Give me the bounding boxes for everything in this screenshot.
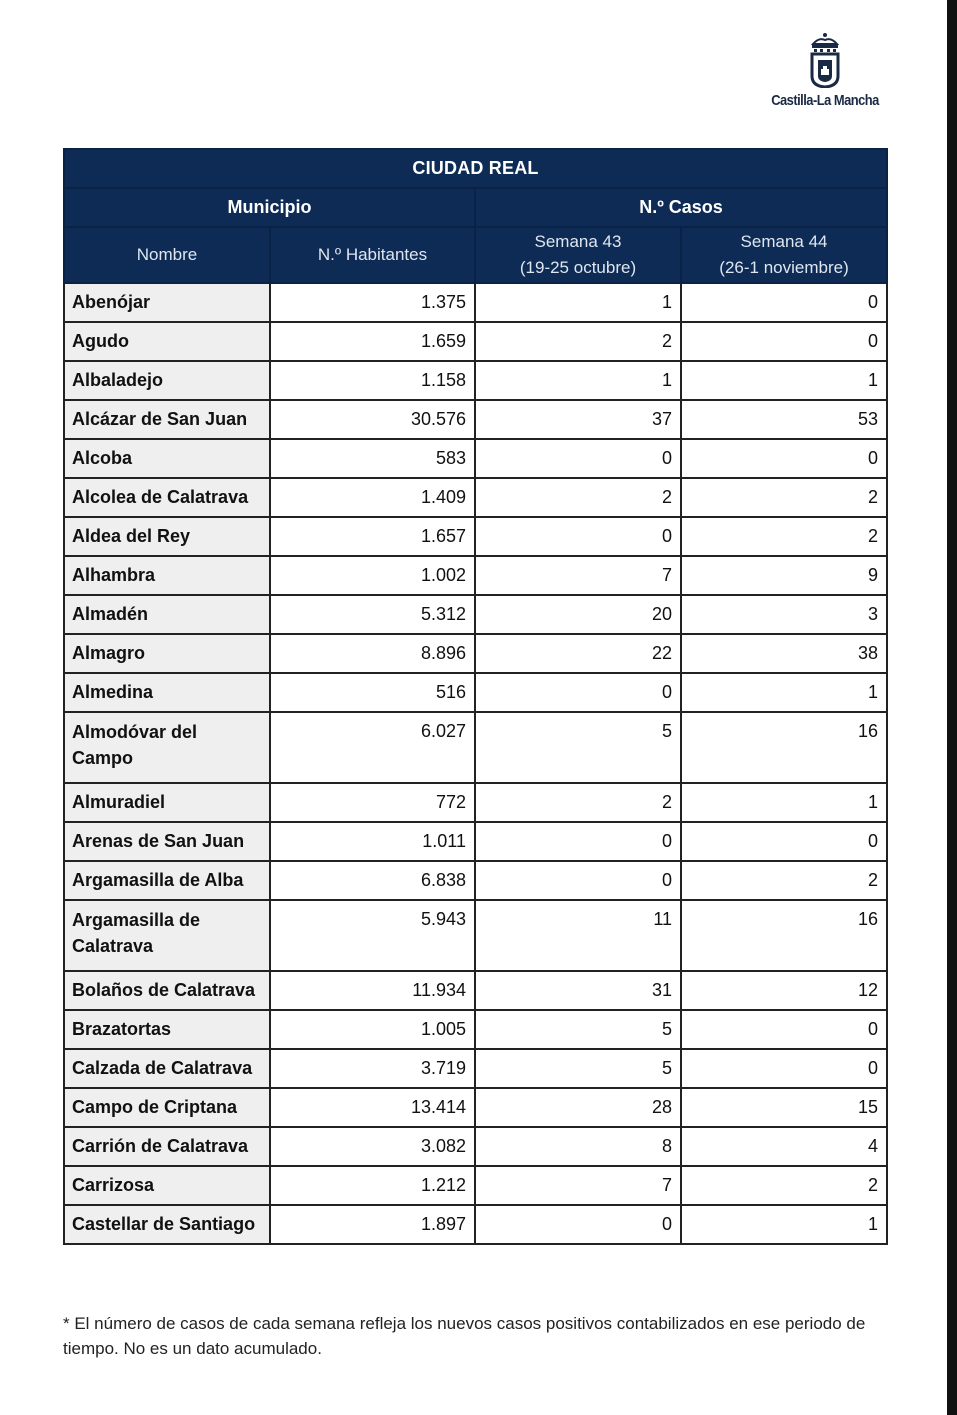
castle-shield-icon bbox=[808, 32, 842, 88]
cases-week43-cell: 5 bbox=[475, 712, 681, 783]
table-row bbox=[64, 400, 887, 439]
cases-week43-cell: 0 bbox=[475, 439, 681, 478]
municipality-name-cell: Argamasilla de Alba bbox=[64, 861, 270, 900]
cases-week44-cell: 2 bbox=[681, 517, 887, 556]
municipality-name-cell: Argamasilla de Calatrava bbox=[64, 900, 270, 971]
table-row bbox=[64, 478, 887, 517]
population-cell: 6.027 bbox=[270, 712, 475, 783]
population-cell: 1.011 bbox=[270, 822, 475, 861]
table-row bbox=[64, 822, 887, 861]
cases-week44-cell: 2 bbox=[681, 1166, 887, 1205]
cases-week44-cell: 0 bbox=[681, 1010, 887, 1049]
cases-week44-cell: 0 bbox=[681, 283, 887, 322]
table-row bbox=[64, 361, 887, 400]
habitantes-column-header: N.º Habitantes bbox=[270, 227, 475, 283]
cases-week43-cell: 1 bbox=[475, 361, 681, 400]
population-cell: 30.576 bbox=[270, 400, 475, 439]
table-row bbox=[64, 634, 887, 673]
population-cell: 772 bbox=[270, 783, 475, 822]
cases-week43-cell: 5 bbox=[475, 1010, 681, 1049]
table-row bbox=[64, 673, 887, 712]
population-cell: 3.082 bbox=[270, 1127, 475, 1166]
nombre-column-header: Nombre bbox=[64, 227, 270, 283]
cases-week44-cell: 53 bbox=[681, 400, 887, 439]
table-row bbox=[64, 861, 887, 900]
municipality-name-cell: Abenójar bbox=[64, 283, 270, 322]
region-header: CIUDAD REAL bbox=[64, 149, 887, 188]
table-row bbox=[64, 1127, 887, 1166]
cases-week43-cell: 0 bbox=[475, 861, 681, 900]
semana43-column-header bbox=[475, 227, 681, 283]
population-cell: 11.934 bbox=[270, 971, 475, 1010]
cases-week43-cell: 22 bbox=[475, 634, 681, 673]
population-cell: 1.897 bbox=[270, 1205, 475, 1244]
municipality-name-cell: Agudo bbox=[64, 322, 270, 361]
cases-week43-cell: 7 bbox=[475, 1166, 681, 1205]
municipality-name-cell: Almodóvar del Campo bbox=[64, 712, 270, 783]
population-cell: 516 bbox=[270, 673, 475, 712]
population-cell: 1.002 bbox=[270, 556, 475, 595]
cases-week43-cell: 11 bbox=[475, 900, 681, 971]
municipality-name-cell: Bolaños de Calatrava bbox=[64, 971, 270, 1010]
population-cell: 5.943 bbox=[270, 900, 475, 971]
municipality-name-cell: Calzada de Calatrava bbox=[64, 1049, 270, 1088]
municipality-name-cell: Brazatortas bbox=[64, 1010, 270, 1049]
page-edge bbox=[947, 0, 957, 1415]
cases-week44-cell: 0 bbox=[681, 822, 887, 861]
cases-week44-cell: 0 bbox=[681, 322, 887, 361]
table-row bbox=[64, 439, 887, 478]
table-row bbox=[64, 783, 887, 822]
cases-week44-cell: 1 bbox=[681, 783, 887, 822]
cases-week43-cell: 0 bbox=[475, 1205, 681, 1244]
cases-week44-cell: 2 bbox=[681, 478, 887, 517]
cases-week43-cell: 28 bbox=[475, 1088, 681, 1127]
table-row bbox=[64, 712, 887, 783]
municipality-name-cell: Carrizosa bbox=[64, 1166, 270, 1205]
table-row bbox=[64, 971, 887, 1010]
population-cell: 1.158 bbox=[270, 361, 475, 400]
municipality-name-cell: Campo de Criptana bbox=[64, 1088, 270, 1127]
cases-week44-cell: 3 bbox=[681, 595, 887, 634]
cases-week43-cell: 5 bbox=[475, 1049, 681, 1088]
cases-week43-cell: 2 bbox=[475, 478, 681, 517]
cases-week44-cell: 1 bbox=[681, 673, 887, 712]
table-row bbox=[64, 1166, 887, 1205]
semana44-column-header bbox=[681, 227, 887, 283]
cases-week44-cell: 1 bbox=[681, 1205, 887, 1244]
semana43-title: Semana 43 bbox=[534, 232, 622, 251]
municipality-name-cell: Carrión de Calatrava bbox=[64, 1127, 270, 1166]
population-cell: 1.005 bbox=[270, 1010, 475, 1049]
semana43-dates: (19-25 octubre) bbox=[519, 258, 637, 277]
municipality-name-cell: Almuradiel bbox=[64, 783, 270, 822]
semana44-dates: (26-1 noviembre) bbox=[719, 258, 849, 277]
municipality-name-cell: Aldea del Rey bbox=[64, 517, 270, 556]
cases-week43-cell: 2 bbox=[475, 783, 681, 822]
table-row bbox=[64, 283, 887, 322]
cases-week43-cell: 37 bbox=[475, 400, 681, 439]
table-row bbox=[64, 1010, 887, 1049]
footnote: * El número de casos de cada semana refleja los nuevos casos positivos contabilizados en ese periodo de tiempo. No es un dato acumulado. bbox=[63, 1314, 866, 1358]
cases-week43-cell: 2 bbox=[475, 322, 681, 361]
cases-week43-cell: 0 bbox=[475, 673, 681, 712]
municipality-name-cell: Almadén bbox=[64, 595, 270, 634]
brand-logo bbox=[752, 32, 898, 109]
municipality-name-cell: Albaladejo bbox=[64, 361, 270, 400]
cases-week44-cell: 2 bbox=[681, 861, 887, 900]
cases-week44-cell: 15 bbox=[681, 1088, 887, 1127]
cases-week44-cell: 9 bbox=[681, 556, 887, 595]
municipality-name-cell: Arenas de San Juan bbox=[64, 822, 270, 861]
municipality-name-cell: Alcázar de San Juan bbox=[64, 400, 270, 439]
cases-week43-cell: 8 bbox=[475, 1127, 681, 1166]
cases-week44-cell: 12 bbox=[681, 971, 887, 1010]
municipality-name-cell: Alcoba bbox=[64, 439, 270, 478]
table-row bbox=[64, 517, 887, 556]
population-cell: 1.659 bbox=[270, 322, 475, 361]
table-row bbox=[64, 1049, 887, 1088]
municipio-group-header: Municipio bbox=[64, 188, 475, 227]
population-cell: 3.719 bbox=[270, 1049, 475, 1088]
population-cell: 6.838 bbox=[270, 861, 475, 900]
population-cell: 5.312 bbox=[270, 595, 475, 634]
cases-table bbox=[63, 148, 888, 1245]
municipality-name-cell: Castellar de Santiago bbox=[64, 1205, 270, 1244]
population-cell: 1.657 bbox=[270, 517, 475, 556]
municipality-name-cell: Alcolea de Calatrava bbox=[64, 478, 270, 517]
municipality-name-cell: Almedina bbox=[64, 673, 270, 712]
population-cell: 583 bbox=[270, 439, 475, 478]
cases-week44-cell: 38 bbox=[681, 634, 887, 673]
population-cell: 13.414 bbox=[270, 1088, 475, 1127]
cases-week43-cell: 0 bbox=[475, 822, 681, 861]
table-row bbox=[64, 595, 887, 634]
table-row bbox=[64, 1088, 887, 1127]
cases-week44-cell: 1 bbox=[681, 361, 887, 400]
semana44-title: Semana 44 bbox=[740, 232, 828, 251]
cases-week43-cell: 31 bbox=[475, 971, 681, 1010]
cases-week44-cell: 4 bbox=[681, 1127, 887, 1166]
municipality-name-cell: Alhambra bbox=[64, 556, 270, 595]
municipality-name-cell: Almagro bbox=[64, 634, 270, 673]
cases-week44-cell: 0 bbox=[681, 439, 887, 478]
cases-week44-cell: 16 bbox=[681, 900, 887, 971]
cases-week44-cell: 16 bbox=[681, 712, 887, 783]
table-row bbox=[64, 556, 887, 595]
table-row bbox=[64, 322, 887, 361]
cases-week43-cell: 0 bbox=[475, 517, 681, 556]
table-row bbox=[64, 900, 887, 971]
casos-group-header: N.º Casos bbox=[475, 188, 887, 227]
population-cell: 1.409 bbox=[270, 478, 475, 517]
table-row bbox=[64, 1205, 887, 1244]
cases-week44-cell: 0 bbox=[681, 1049, 887, 1088]
cases-week43-cell: 20 bbox=[475, 595, 681, 634]
population-cell: 8.896 bbox=[270, 634, 475, 673]
population-cell: 1.375 bbox=[270, 283, 475, 322]
brand-name: Castilla-La Mancha bbox=[771, 92, 879, 109]
population-cell: 1.212 bbox=[270, 1166, 475, 1205]
cases-week43-cell: 7 bbox=[475, 556, 681, 595]
cases-week43-cell: 1 bbox=[475, 283, 681, 322]
